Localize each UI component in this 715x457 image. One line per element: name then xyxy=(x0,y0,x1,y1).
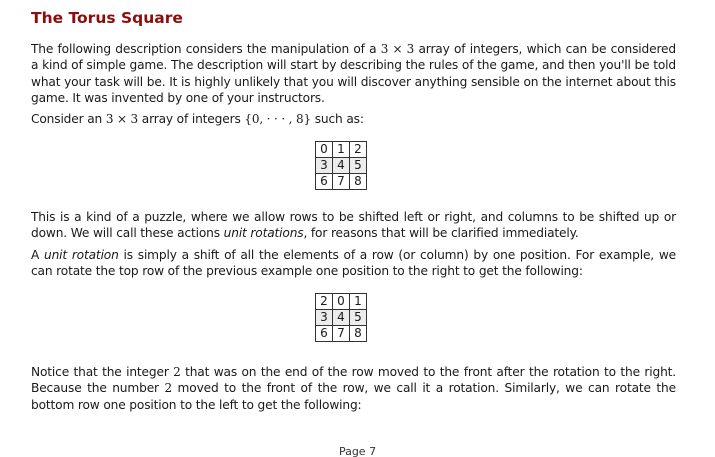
paragraph-consider xyxy=(31,111,676,127)
grid-rotated xyxy=(315,293,367,342)
paragraph-unit-rotation xyxy=(31,247,676,280)
text-run: array of integers, which can be considered a kind of simple game. The description will start by describing the rules of the game, and then you'll be told what your task will be. It is highly unlikely that you will discover anything sensible on the internet about this game. It was invented by one of your instructors. xyxy=(31,42,676,106)
text-run: The following description considers the manipulation of a xyxy=(31,42,381,56)
grid-cell: 2 xyxy=(350,142,367,158)
grid-cell: 5 xyxy=(350,158,367,174)
section-title: The Torus Square xyxy=(31,9,183,27)
math-expression: 2 xyxy=(173,365,181,379)
paragraph-puzzle xyxy=(31,209,676,242)
grid-cell: 8 xyxy=(350,174,367,190)
grid-cell: 3 xyxy=(316,310,333,326)
text-run: that was on the end of the row moved to the front after the rotation to the right. Because the number xyxy=(31,365,676,396)
grid-cell: 1 xyxy=(333,142,350,158)
text-run: array of integers xyxy=(138,112,245,126)
text-run: A xyxy=(31,248,44,262)
grid-cell: 6 xyxy=(316,326,333,342)
grid-cell: 6 xyxy=(316,174,333,190)
text-run: Notice that the integer xyxy=(31,365,174,379)
text-run: is simply a shift of all the elements of a row (or column) by one position. For example, we can rotate the top row of the previous example one position to the right to get the following: xyxy=(31,248,676,279)
grid-cell: 4 xyxy=(333,310,350,326)
math-expression: 3 × 3 xyxy=(380,42,415,56)
emphasis-text: unit rotations xyxy=(223,226,304,241)
grid-cell: 0 xyxy=(333,294,350,310)
grid-cell: 1 xyxy=(350,294,367,310)
page-number: Page 7 xyxy=(338,445,377,457)
grid-cell: 0 xyxy=(316,142,333,158)
text-run: moved to the front of the row, we call it a rotation. Similarly, we can rotate the bottom row one position to the left to get the following: xyxy=(31,381,676,412)
text-run: , for reasons that will be clarified immediately. xyxy=(303,226,579,241)
grid-cell: 7 xyxy=(333,174,350,190)
paragraph-intro xyxy=(31,41,676,107)
grid-cell: 8 xyxy=(350,326,367,342)
grid-cell: 5 xyxy=(350,310,367,326)
text-run: This is a kind of a puzzle, where we allow rows to be shifted left or right, and columns to be shifted up or down. We will call these actions xyxy=(31,210,676,241)
math-expression: 3 × 3 xyxy=(105,112,139,126)
grid-cell: 4 xyxy=(333,158,350,174)
text-run: such as: xyxy=(310,112,364,126)
emphasis-text: unit rotation xyxy=(44,248,119,262)
grid-cell: 3 xyxy=(316,158,333,174)
grid-initial xyxy=(315,141,367,190)
text-run: Consider an xyxy=(31,112,106,126)
math-expression: 2 xyxy=(164,381,172,396)
paragraph-notice xyxy=(31,364,676,413)
grid-cell: 7 xyxy=(333,326,350,342)
math-expression: {0, · · · , 8} xyxy=(244,112,311,126)
grid-cell: 2 xyxy=(316,294,333,310)
